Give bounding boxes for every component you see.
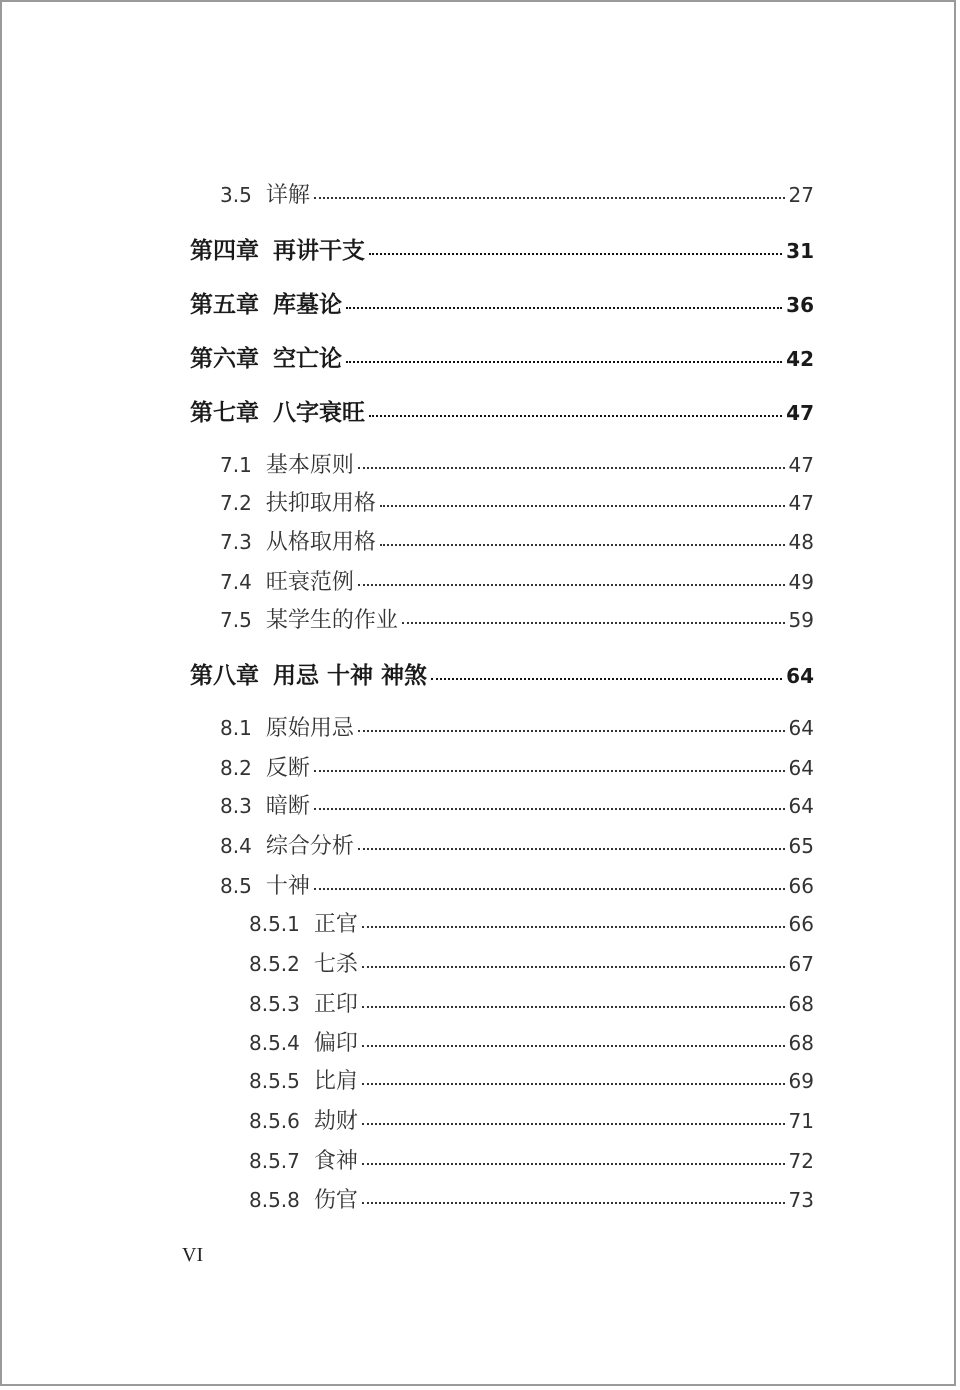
toc-entry-8-5-1[interactable] xyxy=(249,907,814,938)
entry-title: 正印 xyxy=(313,992,358,1017)
toc-entry-7-2[interactable] xyxy=(220,486,814,517)
chapter-title: 八字衰旺 xyxy=(273,399,365,426)
dot-leader xyxy=(314,808,785,810)
entry-page: 59 xyxy=(788,608,814,632)
entry-title: 偏印 xyxy=(313,1031,358,1056)
entry-page: 66 xyxy=(788,912,814,936)
entry-page: 72 xyxy=(788,1149,814,1173)
toc-entry-8-5-4[interactable] xyxy=(249,1026,814,1057)
toc-entry-8-5-2[interactable] xyxy=(249,947,814,978)
dot-leader xyxy=(362,1045,785,1047)
entry-title: 综合分析 xyxy=(265,834,354,859)
entry-number: 8.5.2 xyxy=(249,952,300,976)
entry-number: 8.5.1 xyxy=(249,912,300,936)
entry-number: 7.1 xyxy=(220,453,252,477)
entry-number: 7.5 xyxy=(220,608,252,632)
dot-leader xyxy=(362,966,785,968)
entry-title: 反断 xyxy=(265,756,310,781)
dot-leader xyxy=(380,505,785,507)
chapter-number: 第四章 xyxy=(190,238,259,264)
entry-title: 详解 xyxy=(265,183,310,208)
table-of-contents xyxy=(2,2,954,1384)
entry-number: 8.5.5 xyxy=(249,1069,300,1093)
toc-chapter-5[interactable] xyxy=(190,286,814,319)
dot-leader xyxy=(346,361,782,363)
dot-leader xyxy=(380,544,785,546)
toc-entry-8-1[interactable] xyxy=(220,711,814,742)
toc-entry-8-4[interactable] xyxy=(220,829,814,860)
chapter-page: 31 xyxy=(786,239,814,263)
chapter-title: 空亡论 xyxy=(273,345,342,372)
entry-title: 基本原则 xyxy=(265,453,354,478)
toc-entry-8-5-6[interactable] xyxy=(249,1104,814,1135)
entry-title: 暗断 xyxy=(265,794,310,819)
chapter-number: 第六章 xyxy=(190,346,259,372)
entry-page: 68 xyxy=(788,992,814,1016)
entry-title: 旺衰范例 xyxy=(265,570,354,595)
entry-title: 食神 xyxy=(313,1149,358,1174)
entry-number: 7.4 xyxy=(220,570,252,594)
dot-leader xyxy=(431,678,782,680)
entry-title: 某学生的作业 xyxy=(265,608,398,633)
entry-number: 8.4 xyxy=(220,834,252,858)
entry-number: 7.3 xyxy=(220,530,252,554)
dot-leader xyxy=(362,1202,785,1204)
entry-number: 8.1 xyxy=(220,716,252,740)
dot-leader xyxy=(362,1123,785,1125)
entry-page: 47 xyxy=(788,453,814,477)
toc-entry-8-3[interactable] xyxy=(220,789,814,820)
toc-entry-8-5[interactable] xyxy=(220,869,814,900)
entry-page: 71 xyxy=(788,1109,814,1133)
dot-leader xyxy=(362,1006,785,1008)
toc-entry-8-2[interactable] xyxy=(220,751,814,782)
entry-number: 7.2 xyxy=(220,491,252,515)
dot-leader xyxy=(369,415,782,417)
dot-leader xyxy=(369,253,782,255)
entry-page: 48 xyxy=(788,530,814,554)
toc-entry-7-3[interactable] xyxy=(220,525,814,556)
dot-leader xyxy=(314,197,785,199)
toc-entry-3-5[interactable] xyxy=(220,178,814,209)
toc-entry-7-5[interactable] xyxy=(220,603,814,634)
toc-chapter-7[interactable] xyxy=(190,394,814,427)
entry-title: 正官 xyxy=(313,912,358,937)
entry-page: 27 xyxy=(788,183,814,207)
chapter-title: 库墓论 xyxy=(273,291,342,318)
entry-page: 65 xyxy=(788,834,814,858)
entry-number: 8.5.7 xyxy=(249,1149,300,1173)
chapter-page: 47 xyxy=(786,401,814,425)
entry-page: 73 xyxy=(788,1188,814,1212)
dot-leader xyxy=(358,584,785,586)
toc-entry-7-1[interactable] xyxy=(220,448,814,479)
entry-page: 69 xyxy=(788,1069,814,1093)
dot-leader xyxy=(314,888,785,890)
dot-leader xyxy=(358,467,785,469)
toc-entry-8-5-8[interactable] xyxy=(249,1183,814,1214)
entry-page: 64 xyxy=(788,794,814,818)
entry-number: 8.2 xyxy=(220,756,252,780)
toc-chapter-6[interactable] xyxy=(190,340,814,373)
entry-number: 8.3 xyxy=(220,794,252,818)
entry-title: 扶抑取用格 xyxy=(265,491,376,516)
chapter-page: 36 xyxy=(786,293,814,317)
dot-leader xyxy=(362,1163,785,1165)
chapter-title: 用忌 十神 神煞 xyxy=(273,662,428,689)
entry-number: 8.5.8 xyxy=(249,1188,300,1212)
chapter-page: 64 xyxy=(786,664,814,688)
entry-title: 伤官 xyxy=(313,1188,358,1213)
entry-number: 8.5.6 xyxy=(249,1109,300,1133)
entry-page: 66 xyxy=(788,874,814,898)
chapter-number: 第七章 xyxy=(190,400,259,426)
entry-number: 8.5.4 xyxy=(249,1031,300,1055)
toc-entry-8-5-5[interactable] xyxy=(249,1064,814,1095)
entry-title: 从格取用格 xyxy=(265,530,376,555)
entry-number: 3.5 xyxy=(220,183,252,207)
entry-number: 8.5.3 xyxy=(249,992,300,1016)
chapter-number: 第八章 xyxy=(190,663,259,689)
entry-title: 七杀 xyxy=(313,952,358,977)
entry-page: 47 xyxy=(788,491,814,515)
dot-leader xyxy=(362,1083,785,1085)
chapter-page: 42 xyxy=(786,347,814,371)
dot-leader xyxy=(346,307,782,309)
toc-chapter-4[interactable] xyxy=(190,232,814,265)
dot-leader xyxy=(358,730,785,732)
entry-title: 比肩 xyxy=(313,1069,358,1094)
entry-number: 8.5 xyxy=(220,874,252,898)
chapter-number: 第五章 xyxy=(190,292,259,318)
chapter-title: 再讲干支 xyxy=(273,237,365,264)
entry-title: 原始用忌 xyxy=(265,716,354,741)
dot-leader xyxy=(402,622,785,624)
toc-entry-8-5-7[interactable] xyxy=(249,1144,814,1175)
entry-page: 64 xyxy=(788,716,814,740)
entry-title: 劫财 xyxy=(313,1109,358,1134)
dot-leader xyxy=(362,926,785,928)
page-number-footer: VI xyxy=(182,1244,204,1266)
entry-page: 67 xyxy=(788,952,814,976)
dot-leader xyxy=(314,770,785,772)
toc-entry-8-5-3[interactable] xyxy=(249,987,814,1018)
entry-title: 十神 xyxy=(265,874,310,899)
entry-page: 64 xyxy=(788,756,814,780)
entry-page: 68 xyxy=(788,1031,814,1055)
entry-page: 49 xyxy=(788,570,814,594)
toc-chapter-8[interactable] xyxy=(190,657,814,690)
dot-leader xyxy=(358,848,785,850)
toc-entry-7-4[interactable] xyxy=(220,565,814,596)
